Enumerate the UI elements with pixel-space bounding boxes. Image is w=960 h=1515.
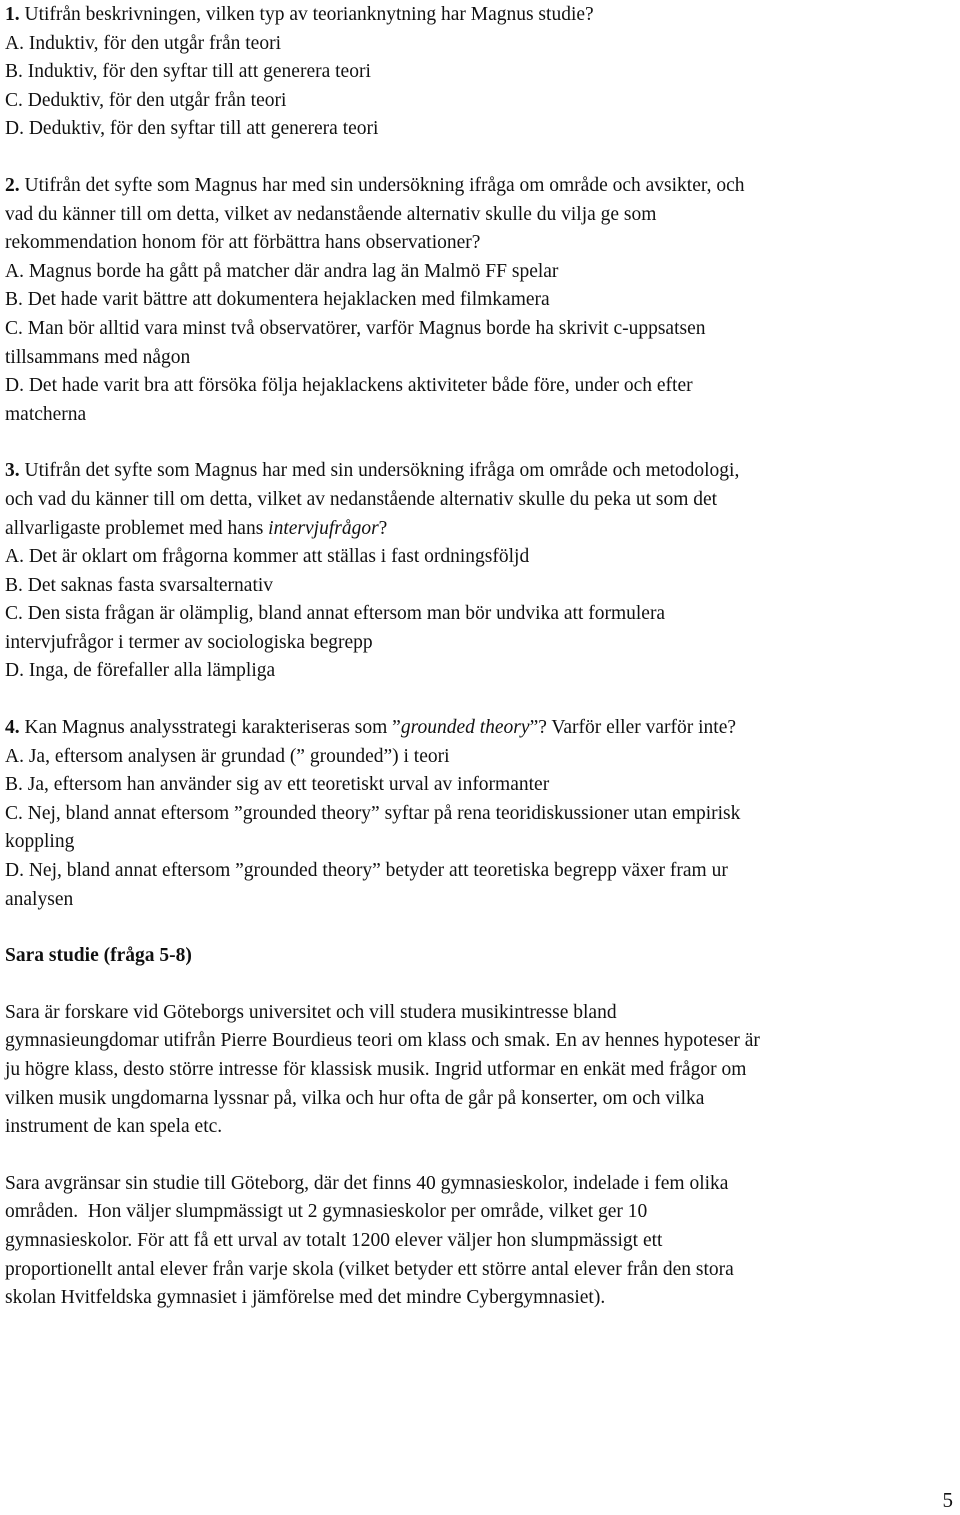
question-3 (5, 457, 953, 686)
answer-option-d: D. Inga, de förefaller alla lämpliga (5, 660, 276, 682)
question-3-stem (5, 457, 953, 486)
answer-option-c: C. Deduktiv, för den utgår från teori (5, 89, 287, 111)
question-number: 1. (5, 4, 20, 25)
question-1-stem (5, 1, 953, 30)
answer-option-c: C. Nej, bland annat eftersom ”grounded theory” syftar på rena teoridiskussioner utan empirisk (5, 802, 741, 824)
question-2-stem (5, 172, 953, 201)
section-paragraph-1 (5, 999, 953, 1142)
paragraph-line: skolan Hvitfeldska gymnasiet i jämförelse med det mindre Cybergymnasiet). (5, 1287, 606, 1309)
question-text-line: och vad du känner till om detta, vilket av nedanstående alternativ skulle du peka ut som det (5, 488, 718, 510)
paragraph-line: proportionellt antal elever från varje skola (vilket betyder ett större antal elever från den stora (5, 1258, 734, 1280)
question-text-line: vad du känner till om detta, vilket av nedanstående alternativ skulle du vilja ge som (5, 203, 657, 225)
answer-option-b: B. Det saknas fasta svarsalternativ (5, 574, 274, 596)
answer-option-b: B. Det hade varit bättre att dokumentera hejaklacken med filmkamera (5, 289, 550, 311)
answer-option-d: D. Nej, bland annat eftersom ”grounded theory” betyder att teoretiska begrepp växer fram ur (5, 860, 728, 882)
paragraph-line: Sara är forskare vid Göteborgs universitet och vill studera musikintresse bland (5, 1001, 617, 1023)
question-text: Utifrån det syfte som Magnus har med sin undersökning ifråga om område och metodologi, (24, 460, 740, 482)
page-number: 5 (942, 1488, 953, 1512)
answer-option-a: A. Ja, eftersom analysen är grundad (” grounded”) i teori (5, 745, 450, 767)
question-4 (5, 714, 953, 914)
answer-option-c: C. Man bör alltid vara minst två observatörer, varför Magnus borde ha skrivit c-uppsatsen (5, 317, 706, 339)
answer-option-d: D. Deduktiv, för den syftar till att generera teori (5, 118, 379, 140)
answer-option-a: A. Det är oklart om frågorna kommer att ställas i fast ordningsföljd (5, 546, 530, 568)
paragraph-line: gymnasieungdomar utifrån Pierre Bourdieus teori om klass och smak. En av hennes hypoteser är (5, 1030, 760, 1052)
question-number: 4. (5, 717, 20, 739)
paragraph-line: ju högre klass, desto större intresse för klassisk musik. Ingrid utformar en enkät med frågor om (5, 1059, 747, 1080)
question-text: Utifrån det syfte som Magnus har med sin undersökning ifråga om område och avsikter, och (24, 174, 745, 196)
section-heading: Sara studie (fråga 5-8) (5, 945, 192, 967)
answer-option-d: D. Det hade varit bra att försöka följa hejaklackens aktiviteter både före, under och efter (5, 375, 693, 397)
answer-option-a: A. Induktiv, för den utgår från teori (5, 32, 281, 54)
paragraph-line: vilken musik ungdomarna lyssnar på, vilka och hur ofta de går på konserter, om och vilka (5, 1087, 705, 1109)
paragraph-line: gymnasieskolor. För att få ett urval av totalt 1200 elever väljer hon slumpmässigt ett (5, 1229, 663, 1251)
answer-option-c-cont: intervjufrågor i termer av sociologiska begrepp (5, 631, 373, 653)
paragraph-line: instrument de kan spela etc. (5, 1116, 223, 1138)
answer-option-c-cont: koppling (5, 831, 75, 853)
question-1 (5, 1, 953, 144)
answer-option-d-cont: matcherna (5, 403, 87, 425)
question-text: Kan Magnus analysstrategi karakteriseras som ” (24, 717, 401, 739)
question-2 (5, 172, 953, 429)
italic-term: intervjufrågor (268, 517, 379, 539)
answer-option-b: B. Ja, eftersom han använder sig av ett teoretiskt urval av informanter (5, 774, 550, 796)
question-text-end: ”? Varför eller varför inte? (529, 717, 736, 739)
question-text: Utifrån beskrivningen, vilken typ av teorianknytning har Magnus studie? (24, 4, 594, 25)
answer-option-b: B. Induktiv, för den syftar till att generera teori (5, 61, 371, 83)
question-text-line: rekommendation honom för att förbättra hans observationer? (5, 232, 481, 254)
italic-term: grounded theory (400, 717, 530, 739)
answer-option-c: C. Den sista frågan är olämplig, bland annat eftersom man bör undvika att formulera (5, 603, 666, 625)
paragraph-line: Sara avgränsar sin studie till Göteborg, där det finns 40 gymnasieskolor, indelade i fem olika (5, 1172, 729, 1194)
question-4-stem (5, 714, 953, 743)
page-content (5, 1, 953, 1341)
question-text-line (5, 515, 953, 544)
answer-option-c-cont: tillsammans med någon (5, 346, 191, 368)
question-mark: ? (378, 517, 388, 539)
question-text: allvarligaste problemet med hans (5, 517, 269, 539)
section-paragraph-2 (5, 1170, 953, 1313)
question-number: 2. (5, 174, 20, 196)
answer-option-d-cont: analysen (5, 888, 74, 910)
paragraph-line: områden. Hon väljer slumpmässigt ut 2 gymnasieskolor per område, vilket ger 10 (5, 1201, 648, 1223)
answer-option-a: A. Magnus borde ha gått på matcher där andra lag än Malmö FF spelar (5, 260, 559, 282)
question-number: 3. (5, 460, 20, 482)
